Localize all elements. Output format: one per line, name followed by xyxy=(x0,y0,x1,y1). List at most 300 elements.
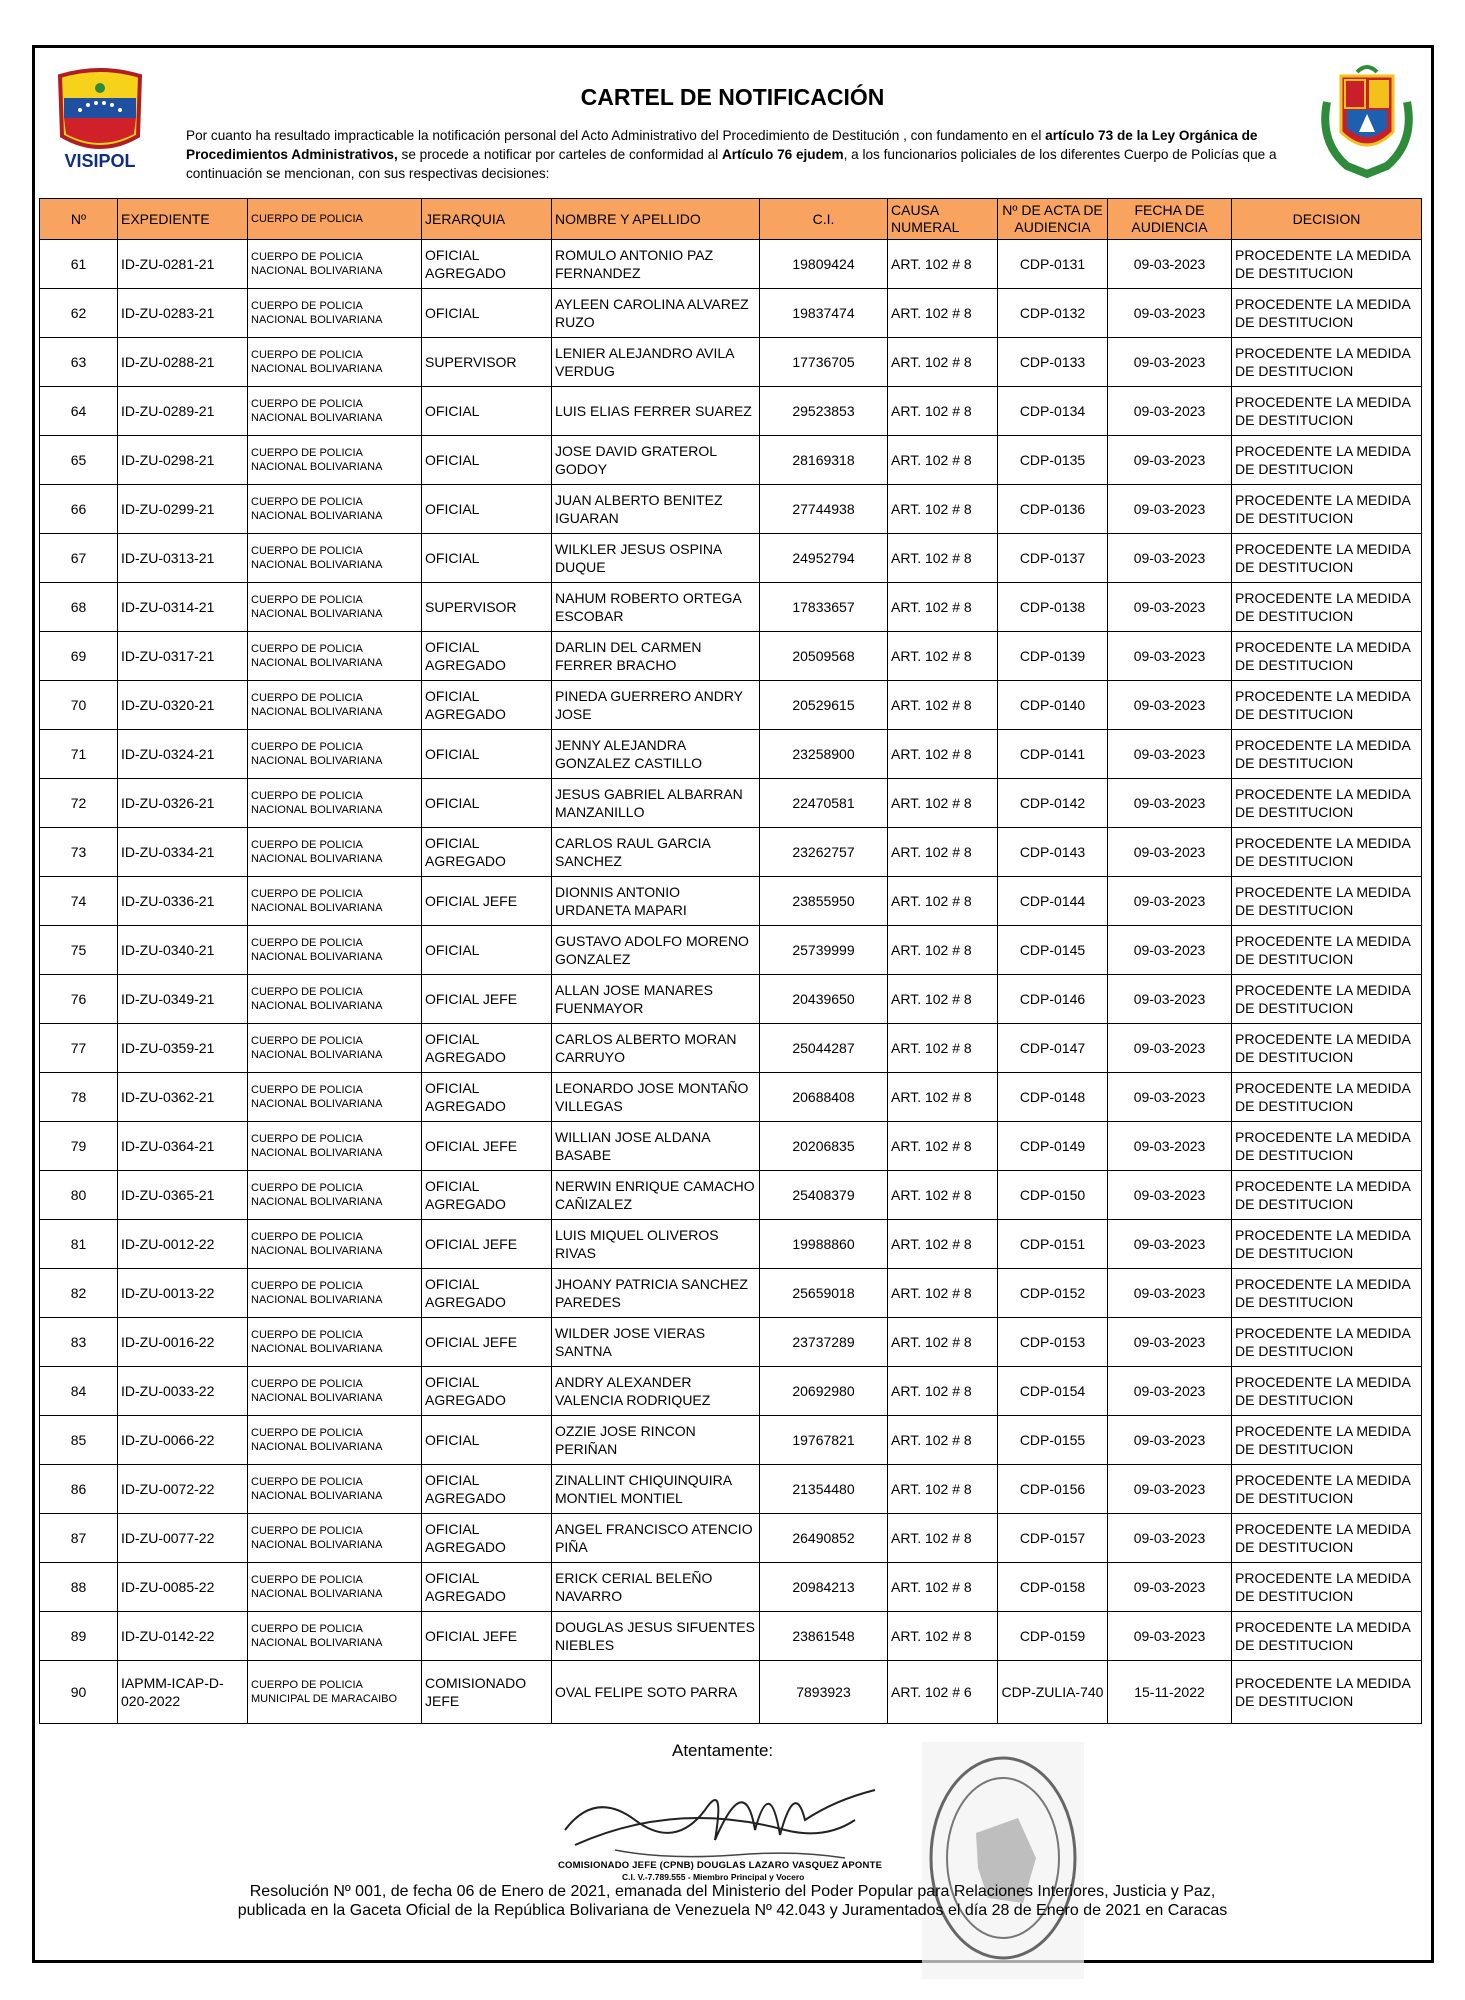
cell-no: 61 xyxy=(40,240,118,289)
cell-causa: ART. 102 # 8 xyxy=(888,1612,998,1661)
table-row xyxy=(40,975,1422,1024)
cell-causa: ART. 102 # 6 xyxy=(888,1661,998,1724)
cell-acta: CDP-0155 xyxy=(998,1416,1108,1465)
cell-jer: OFICIAL AGREGADO xyxy=(422,681,552,730)
cell-exp: ID-ZU-0365-21 xyxy=(118,1171,248,1220)
cell-nombre: JUAN ALBERTO BENITEZ IGUARAN xyxy=(552,485,760,534)
table-row xyxy=(40,338,1422,387)
cell-no: 84 xyxy=(40,1367,118,1416)
cell-cuerpo: CUERPO DE POLICIA NACIONAL BOLIVARIANA xyxy=(248,877,422,926)
cell-nombre: GUSTAVO ADOLFO MORENO GONZALEZ xyxy=(552,926,760,975)
table-row xyxy=(40,1661,1422,1724)
cell-cuerpo: CUERPO DE POLICIA NACIONAL BOLIVARIANA xyxy=(248,1367,422,1416)
cell-no: 69 xyxy=(40,632,118,681)
cell-acta: CDP-0142 xyxy=(998,779,1108,828)
cell-exp: ID-ZU-0033-22 xyxy=(118,1367,248,1416)
header-jerarquia: JERARQUIA xyxy=(422,199,552,240)
cell-no: 65 xyxy=(40,436,118,485)
cell-cuerpo: CUERPO DE POLICIA NACIONAL BOLIVARIANA xyxy=(248,583,422,632)
cell-ci: 17736705 xyxy=(760,338,888,387)
cell-decision: PROCEDENTE LA MEDIDA DE DESTITUCION xyxy=(1232,1514,1422,1563)
cell-cuerpo: CUERPO DE POLICIA NACIONAL BOLIVARIANA xyxy=(248,1416,422,1465)
cell-fecha: 09-03-2023 xyxy=(1108,534,1232,583)
cell-acta: CDP-0144 xyxy=(998,877,1108,926)
cell-no: 77 xyxy=(40,1024,118,1073)
cell-acta: CDP-0139 xyxy=(998,632,1108,681)
cell-acta: CDP-0143 xyxy=(998,828,1108,877)
cell-exp: ID-ZU-0349-21 xyxy=(118,975,248,1024)
cell-causa: ART. 102 # 8 xyxy=(888,877,998,926)
cell-acta: CDP-0151 xyxy=(998,1220,1108,1269)
cell-jer: OFICIAL xyxy=(422,485,552,534)
cell-nombre: NAHUM ROBERTO ORTEGA ESCOBAR xyxy=(552,583,760,632)
header-acta: Nº DE ACTA DE AUDIENCIA xyxy=(998,199,1108,240)
cell-nombre: PINEDA GUERRERO ANDRY JOSE xyxy=(552,681,760,730)
cell-fecha: 09-03-2023 xyxy=(1108,730,1232,779)
cell-no: 87 xyxy=(40,1514,118,1563)
cell-jer: OFICIAL AGREGADO xyxy=(422,1171,552,1220)
cell-cuerpo: CUERPO DE POLICIA NACIONAL BOLIVARIANA xyxy=(248,926,422,975)
cell-fecha: 09-03-2023 xyxy=(1108,828,1232,877)
cell-acta: CDP-0133 xyxy=(998,338,1108,387)
cell-jer: OFICIAL JEFE xyxy=(422,1612,552,1661)
cell-nombre: ALLAN JOSE MANARES FUENMAYOR xyxy=(552,975,760,1024)
cell-causa: ART. 102 # 8 xyxy=(888,583,998,632)
cell-jer: OFICIAL xyxy=(422,1416,552,1465)
cell-decision: PROCEDENTE LA MEDIDA DE DESTITUCION xyxy=(1232,1171,1422,1220)
cell-no: 62 xyxy=(40,289,118,338)
cell-ci: 23258900 xyxy=(760,730,888,779)
cell-causa: ART. 102 # 8 xyxy=(888,1122,998,1171)
header-no: Nº xyxy=(40,199,118,240)
cell-exp: ID-ZU-0324-21 xyxy=(118,730,248,779)
cell-ci: 20984213 xyxy=(760,1563,888,1612)
footer-line-1: Resolución Nº 001, de fecha 06 de Enero de 2021, emanada del Ministerio del Poder Popular para Relaciones Interiores, Justicia y Paz, xyxy=(249,1883,1216,1900)
cell-causa: ART. 102 # 8 xyxy=(888,1269,998,1318)
cell-exp: ID-ZU-0317-21 xyxy=(118,632,248,681)
cell-nombre: JOSE DAVID GRATEROL GODOY xyxy=(552,436,760,485)
cell-jer: OFICIAL JEFE xyxy=(422,1220,552,1269)
cell-ci: 20509568 xyxy=(760,632,888,681)
cell-cuerpo: CUERPO DE POLICIA NACIONAL BOLIVARIANA xyxy=(248,1465,422,1514)
visipol-logo-text: VISIPOL xyxy=(64,151,136,171)
cell-no: 78 xyxy=(40,1073,118,1122)
cell-ci: 25739999 xyxy=(760,926,888,975)
cell-decision: PROCEDENTE LA MEDIDA DE DESTITUCION xyxy=(1232,1269,1422,1318)
cell-exp: ID-ZU-0340-21 xyxy=(118,926,248,975)
cell-nombre: JESUS GABRIEL ALBARRAN MANZANILLO xyxy=(552,779,760,828)
cell-causa: ART. 102 # 8 xyxy=(888,1220,998,1269)
cell-causa: ART. 102 # 8 xyxy=(888,1318,998,1367)
signatory-name: COMISIONADO JEFE (CPNB) DOUGLAS LAZARO VASQUEZ APONTE xyxy=(558,1860,883,1871)
cell-fecha: 09-03-2023 xyxy=(1108,1416,1232,1465)
cell-fecha: 09-03-2023 xyxy=(1108,632,1232,681)
cell-nombre: ERICK CERIAL BELEÑO NAVARRO xyxy=(552,1563,760,1612)
cell-exp: ID-ZU-0077-22 xyxy=(118,1514,248,1563)
cell-causa: ART. 102 # 8 xyxy=(888,1171,998,1220)
cell-ci: 26490852 xyxy=(760,1514,888,1563)
cell-no: 64 xyxy=(40,387,118,436)
closing-text: Atentamente: xyxy=(672,1741,774,1760)
cell-jer: OFICIAL xyxy=(422,926,552,975)
cell-no: 68 xyxy=(40,583,118,632)
cell-exp: ID-ZU-0314-21 xyxy=(118,583,248,632)
cell-decision: PROCEDENTE LA MEDIDA DE DESTITUCION xyxy=(1232,1416,1422,1465)
cell-nombre: DIONNIS ANTONIO URDANETA MAPARI xyxy=(552,877,760,926)
table-row xyxy=(40,583,1422,632)
cell-acta: CDP-0146 xyxy=(998,975,1108,1024)
table-row xyxy=(40,1024,1422,1073)
cell-decision: PROCEDENTE LA MEDIDA DE DESTITUCION xyxy=(1232,387,1422,436)
cell-acta: CDP-0159 xyxy=(998,1612,1108,1661)
cell-jer: OFICIAL xyxy=(422,779,552,828)
table-body xyxy=(40,240,1422,1724)
cell-ci: 23737289 xyxy=(760,1318,888,1367)
cell-decision: PROCEDENTE LA MEDIDA DE DESTITUCION xyxy=(1232,1122,1422,1171)
cell-fecha: 09-03-2023 xyxy=(1108,1073,1232,1122)
cell-fecha: 15-11-2022 xyxy=(1108,1661,1232,1724)
cell-no: 90 xyxy=(40,1661,118,1724)
cell-acta: CDP-0148 xyxy=(998,1073,1108,1122)
table-row xyxy=(40,1514,1422,1563)
cell-no: 89 xyxy=(40,1612,118,1661)
cell-fecha: 09-03-2023 xyxy=(1108,583,1232,632)
table-row xyxy=(40,1073,1422,1122)
cell-causa: ART. 102 # 8 xyxy=(888,975,998,1024)
cell-exp: ID-ZU-0289-21 xyxy=(118,387,248,436)
cell-cuerpo: CUERPO DE POLICIA NACIONAL BOLIVARIANA xyxy=(248,1318,422,1367)
cell-causa: ART. 102 # 8 xyxy=(888,338,998,387)
page-title: CARTEL DE NOTIFICACIÓN xyxy=(580,84,885,110)
cell-fecha: 09-03-2023 xyxy=(1108,681,1232,730)
cell-causa: ART. 102 # 8 xyxy=(888,1465,998,1514)
cell-nombre: JENNY ALEJANDRA GONZALEZ CASTILLO xyxy=(552,730,760,779)
cell-causa: ART. 102 # 8 xyxy=(888,828,998,877)
cell-exp: ID-ZU-0288-21 xyxy=(118,338,248,387)
cell-ci: 19837474 xyxy=(760,289,888,338)
cell-jer: SUPERVISOR xyxy=(422,583,552,632)
cell-causa: ART. 102 # 8 xyxy=(888,240,998,289)
cell-nombre: ANDRY ALEXANDER VALENCIA RODRIQUEZ xyxy=(552,1367,760,1416)
cell-cuerpo: CUERPO DE POLICIA NACIONAL BOLIVARIANA xyxy=(248,1612,422,1661)
intro-bold-2: Artículo 76 ejudem xyxy=(721,147,844,162)
cell-jer: OFICIAL AGREGADO xyxy=(422,828,552,877)
cell-causa: ART. 102 # 8 xyxy=(888,387,998,436)
cell-ci: 27744938 xyxy=(760,485,888,534)
cell-ci: 7893923 xyxy=(760,1661,888,1724)
footer-resolution xyxy=(100,1882,1365,1920)
cell-fecha: 09-03-2023 xyxy=(1108,387,1232,436)
cell-acta: CDP-0147 xyxy=(998,1024,1108,1073)
cell-cuerpo: CUERPO DE POLICIA NACIONAL BOLIVARIANA xyxy=(248,534,422,583)
header-expediente: EXPEDIENTE xyxy=(118,199,248,240)
cell-decision: PROCEDENTE LA MEDIDA DE DESTITUCION xyxy=(1232,779,1422,828)
cell-cuerpo: CUERPO DE POLICIA NACIONAL BOLIVARIANA xyxy=(248,1220,422,1269)
cell-fecha: 09-03-2023 xyxy=(1108,877,1232,926)
cell-exp: ID-ZU-0066-22 xyxy=(118,1416,248,1465)
cell-nombre: ANGEL FRANCISCO ATENCIO PIÑA xyxy=(552,1514,760,1563)
official-seal-stamp xyxy=(918,1738,1088,1988)
cell-acta: CDP-0140 xyxy=(998,681,1108,730)
table-row xyxy=(40,779,1422,828)
table-row xyxy=(40,926,1422,975)
cell-jer: OFICIAL AGREGADO xyxy=(422,1367,552,1416)
cell-ci: 25659018 xyxy=(760,1269,888,1318)
cell-ci: 28169318 xyxy=(760,436,888,485)
cell-cuerpo: CUERPO DE POLICIA NACIONAL BOLIVARIANA xyxy=(248,240,422,289)
cell-nombre: CARLOS RAUL GARCIA SANCHEZ xyxy=(552,828,760,877)
cell-nombre: WILLIAN JOSE ALDANA BASABE xyxy=(552,1122,760,1171)
cell-nombre: JHOANY PATRICIA SANCHEZ PAREDES xyxy=(552,1269,760,1318)
table-row xyxy=(40,1612,1422,1661)
cell-no: 67 xyxy=(40,534,118,583)
cell-cuerpo: CUERPO DE POLICIA NACIONAL BOLIVARIANA xyxy=(248,1122,422,1171)
cell-decision: PROCEDENTE LA MEDIDA DE DESTITUCION xyxy=(1232,828,1422,877)
cell-exp: IAPMM-ICAP-D-020-2022 xyxy=(118,1661,248,1724)
cell-no: 85 xyxy=(40,1416,118,1465)
cell-acta: CDP-0137 xyxy=(998,534,1108,583)
cell-causa: ART. 102 # 8 xyxy=(888,926,998,975)
cell-fecha: 09-03-2023 xyxy=(1108,1367,1232,1416)
cell-no: 66 xyxy=(40,485,118,534)
cell-ci: 20206835 xyxy=(760,1122,888,1171)
intro-paragraph xyxy=(186,126,1278,183)
cell-cuerpo: CUERPO DE POLICIA NACIONAL BOLIVARIANA xyxy=(248,828,422,877)
notification-table xyxy=(39,198,1422,1724)
cell-ci: 19767821 xyxy=(760,1416,888,1465)
cell-acta: CDP-ZULIA-740 xyxy=(998,1661,1108,1724)
cell-fecha: 09-03-2023 xyxy=(1108,779,1232,828)
cell-cuerpo: CUERPO DE POLICIA NACIONAL BOLIVARIANA xyxy=(248,975,422,1024)
cell-jer: OFICIAL xyxy=(422,387,552,436)
cell-acta: CDP-0157 xyxy=(998,1514,1108,1563)
cell-ci: 23861548 xyxy=(760,1612,888,1661)
cell-fecha: 09-03-2023 xyxy=(1108,1220,1232,1269)
cell-decision: PROCEDENTE LA MEDIDA DE DESTITUCION xyxy=(1232,534,1422,583)
cell-acta: CDP-0158 xyxy=(998,1563,1108,1612)
cell-causa: ART. 102 # 8 xyxy=(888,1514,998,1563)
cell-no: 63 xyxy=(40,338,118,387)
cell-jer: OFICIAL AGREGADO xyxy=(422,240,552,289)
cell-exp: ID-ZU-0281-21 xyxy=(118,240,248,289)
cell-fecha: 09-03-2023 xyxy=(1108,485,1232,534)
cell-cuerpo: CUERPO DE POLICIA NACIONAL BOLIVARIANA xyxy=(248,1024,422,1073)
cell-causa: ART. 102 # 8 xyxy=(888,1024,998,1073)
table-row xyxy=(40,1465,1422,1514)
cell-nombre: AYLEEN CAROLINA ALVAREZ RUZO xyxy=(552,289,760,338)
cell-decision: PROCEDENTE LA MEDIDA DE DESTITUCION xyxy=(1232,730,1422,779)
cell-jer: OFICIAL AGREGADO xyxy=(422,632,552,681)
cell-cuerpo: CUERPO DE POLICIA NACIONAL BOLIVARIANA xyxy=(248,1563,422,1612)
cell-causa: ART. 102 # 8 xyxy=(888,1416,998,1465)
cell-causa: ART. 102 # 8 xyxy=(888,1367,998,1416)
cell-nombre: ZINALLINT CHIQUINQUIRA MONTIEL MONTIEL xyxy=(552,1465,760,1514)
cell-fecha: 09-03-2023 xyxy=(1108,240,1232,289)
cell-acta: CDP-0141 xyxy=(998,730,1108,779)
cell-ci: 19988860 xyxy=(760,1220,888,1269)
cell-causa: ART. 102 # 8 xyxy=(888,730,998,779)
cell-fecha: 09-03-2023 xyxy=(1108,1171,1232,1220)
cell-cuerpo: CUERPO DE POLICIA NACIONAL BOLIVARIANA xyxy=(248,387,422,436)
cell-cuerpo: CUERPO DE POLICIA NACIONAL BOLIVARIANA xyxy=(248,1269,422,1318)
cell-exp: ID-ZU-0012-22 xyxy=(118,1220,248,1269)
cell-decision: PROCEDENTE LA MEDIDA DE DESTITUCION xyxy=(1232,975,1422,1024)
table-row xyxy=(40,1563,1422,1612)
cell-jer: OFICIAL AGREGADO xyxy=(422,1465,552,1514)
cell-nombre: WILKLER JESUS OSPINA DUQUE xyxy=(552,534,760,583)
header-decision: DECISION xyxy=(1232,199,1422,240)
cell-decision: PROCEDENTE LA MEDIDA DE DESTITUCION xyxy=(1232,1465,1422,1514)
cell-fecha: 09-03-2023 xyxy=(1108,1024,1232,1073)
cell-fecha: 09-03-2023 xyxy=(1108,289,1232,338)
cell-nombre: OVAL FELIPE SOTO PARRA xyxy=(552,1661,760,1724)
cell-cuerpo: CUERPO DE POLICIA NACIONAL BOLIVARIANA xyxy=(248,681,422,730)
cell-causa: ART. 102 # 8 xyxy=(888,289,998,338)
table-row xyxy=(40,1171,1422,1220)
cell-nombre: ROMULO ANTONIO PAZ FERNANDEZ xyxy=(552,240,760,289)
cell-ci: 29523853 xyxy=(760,387,888,436)
cell-ci: 24952794 xyxy=(760,534,888,583)
cell-fecha: 09-03-2023 xyxy=(1108,1563,1232,1612)
cell-exp: ID-ZU-0013-22 xyxy=(118,1269,248,1318)
cell-no: 83 xyxy=(40,1318,118,1367)
cell-fecha: 09-03-2023 xyxy=(1108,1122,1232,1171)
table-row xyxy=(40,534,1422,583)
cell-decision: PROCEDENTE LA MEDIDA DE DESTITUCION xyxy=(1232,1318,1422,1367)
cell-ci: 22470581 xyxy=(760,779,888,828)
handwritten-signature xyxy=(555,1760,885,1875)
cell-no: 79 xyxy=(40,1122,118,1171)
cell-acta: CDP-0134 xyxy=(998,387,1108,436)
table-row xyxy=(40,828,1422,877)
cell-decision: PROCEDENTE LA MEDIDA DE DESTITUCION xyxy=(1232,926,1422,975)
cell-no: 74 xyxy=(40,877,118,926)
cell-exp: ID-ZU-0334-21 xyxy=(118,828,248,877)
cell-cuerpo: CUERPO DE POLICIA NACIONAL BOLIVARIANA xyxy=(248,338,422,387)
cell-jer: OFICIAL JEFE xyxy=(422,1318,552,1367)
cell-causa: ART. 102 # 8 xyxy=(888,485,998,534)
cell-no: 86 xyxy=(40,1465,118,1514)
cell-cuerpo: CUERPO DE POLICIA NACIONAL BOLIVARIANA xyxy=(248,1514,422,1563)
cell-ci: 20439650 xyxy=(760,975,888,1024)
cell-exp: ID-ZU-0283-21 xyxy=(118,289,248,338)
cell-no: 73 xyxy=(40,828,118,877)
cell-decision: PROCEDENTE LA MEDIDA DE DESTITUCION xyxy=(1232,240,1422,289)
cell-jer: OFICIAL AGREGADO xyxy=(422,1269,552,1318)
table-row xyxy=(40,1416,1422,1465)
cell-ci: 23262757 xyxy=(760,828,888,877)
cell-decision: PROCEDENTE LA MEDIDA DE DESTITUCION xyxy=(1232,1612,1422,1661)
cell-acta: CDP-0154 xyxy=(998,1367,1108,1416)
zulia-coat-of-arms xyxy=(1317,62,1417,180)
cell-no: 71 xyxy=(40,730,118,779)
cell-acta: CDP-0131 xyxy=(998,240,1108,289)
cell-no: 75 xyxy=(40,926,118,975)
cell-fecha: 09-03-2023 xyxy=(1108,338,1232,387)
cell-nombre: WILDER JOSE VIERAS SANTNA xyxy=(552,1318,760,1367)
table-row xyxy=(40,1367,1422,1416)
cell-nombre: LEONARDO JOSE MONTAÑO VILLEGAS xyxy=(552,1073,760,1122)
cell-nombre: DOUGLAS JESUS SIFUENTES NIEBLES xyxy=(552,1612,760,1661)
cell-exp: ID-ZU-0336-21 xyxy=(118,877,248,926)
table-row xyxy=(40,436,1422,485)
cell-exp: ID-ZU-0359-21 xyxy=(118,1024,248,1073)
table-row xyxy=(40,387,1422,436)
table-row xyxy=(40,1220,1422,1269)
cell-nombre: CARLOS ALBERTO MORAN CARRUYO xyxy=(552,1024,760,1073)
cell-nombre: LUIS ELIAS FERRER SUAREZ xyxy=(552,387,760,436)
header-causa: CAUSA NUMERAL xyxy=(888,199,998,240)
cell-decision: PROCEDENTE LA MEDIDA DE DESTITUCION xyxy=(1232,1563,1422,1612)
table-row xyxy=(40,1269,1422,1318)
cell-nombre: DARLIN DEL CARMEN FERRER BRACHO xyxy=(552,632,760,681)
table-row xyxy=(40,485,1422,534)
cell-jer: OFICIAL xyxy=(422,534,552,583)
cell-no: 76 xyxy=(40,975,118,1024)
cell-acta: CDP-0135 xyxy=(998,436,1108,485)
cell-no: 72 xyxy=(40,779,118,828)
cell-jer: COMISIONADO JEFE xyxy=(422,1661,552,1724)
cell-decision: PROCEDENTE LA MEDIDA DE DESTITUCION xyxy=(1232,1073,1422,1122)
cell-jer: OFICIAL AGREGADO xyxy=(422,1563,552,1612)
header-fecha: FECHA DE AUDIENCIA xyxy=(1108,199,1232,240)
cell-ci: 21354480 xyxy=(760,1465,888,1514)
cell-exp: ID-ZU-0016-22 xyxy=(118,1318,248,1367)
cell-exp: ID-ZU-0364-21 xyxy=(118,1122,248,1171)
cell-cuerpo: CUERPO DE POLICIA MUNICIPAL DE MARACAIBO xyxy=(248,1661,422,1724)
cell-causa: ART. 102 # 8 xyxy=(888,436,998,485)
cell-causa: ART. 102 # 8 xyxy=(888,1073,998,1122)
intro-text-3: , a los funcionarios policiales de los diferentes Cuerpo de Policías que a continuación se mencionan, con sus respectivas decisiones: xyxy=(186,147,1277,181)
cell-jer: OFICIAL AGREGADO xyxy=(422,1514,552,1563)
cell-decision: PROCEDENTE LA MEDIDA DE DESTITUCION xyxy=(1232,877,1422,926)
cell-causa: ART. 102 # 8 xyxy=(888,534,998,583)
cell-nombre: LUIS MIQUEL OLIVEROS RIVAS xyxy=(552,1220,760,1269)
cell-decision: PROCEDENTE LA MEDIDA DE DESTITUCION xyxy=(1232,289,1422,338)
cell-fecha: 09-03-2023 xyxy=(1108,1318,1232,1367)
cell-no: 88 xyxy=(40,1563,118,1612)
cell-cuerpo: CUERPO DE POLICIA NACIONAL BOLIVARIANA xyxy=(248,632,422,681)
cell-acta: CDP-0132 xyxy=(998,289,1108,338)
cell-decision: PROCEDENTE LA MEDIDA DE DESTITUCION xyxy=(1232,436,1422,485)
cell-causa: ART. 102 # 8 xyxy=(888,632,998,681)
cell-ci: 20529615 xyxy=(760,681,888,730)
cell-cuerpo: CUERPO DE POLICIA NACIONAL BOLIVARIANA xyxy=(248,1171,422,1220)
cell-acta: CDP-0150 xyxy=(998,1171,1108,1220)
cell-cuerpo: CUERPO DE POLICIA NACIONAL BOLIVARIANA xyxy=(248,485,422,534)
table-row xyxy=(40,730,1422,779)
cell-no: 82 xyxy=(40,1269,118,1318)
cell-jer: OFICIAL AGREGADO xyxy=(422,1024,552,1073)
cell-causa: ART. 102 # 8 xyxy=(888,681,998,730)
cell-jer: OFICIAL xyxy=(422,436,552,485)
cell-acta: CDP-0156 xyxy=(998,1465,1108,1514)
table-row xyxy=(40,681,1422,730)
header-ci: C.I. xyxy=(760,199,888,240)
cell-jer: OFICIAL xyxy=(422,730,552,779)
cell-fecha: 09-03-2023 xyxy=(1108,1612,1232,1661)
cell-acta: CDP-0138 xyxy=(998,583,1108,632)
cell-fecha: 09-03-2023 xyxy=(1108,975,1232,1024)
cell-exp: ID-ZU-0072-22 xyxy=(118,1465,248,1514)
cell-exp: ID-ZU-0299-21 xyxy=(118,485,248,534)
table-row xyxy=(40,877,1422,926)
cell-no: 81 xyxy=(40,1220,118,1269)
table-header-row xyxy=(40,199,1422,240)
table-row xyxy=(40,240,1422,289)
intro-bold-1: artículo 73 de la Ley Orgánica de Procedimientos Administrativos, xyxy=(186,128,1258,162)
cell-ci: 25044287 xyxy=(760,1024,888,1073)
